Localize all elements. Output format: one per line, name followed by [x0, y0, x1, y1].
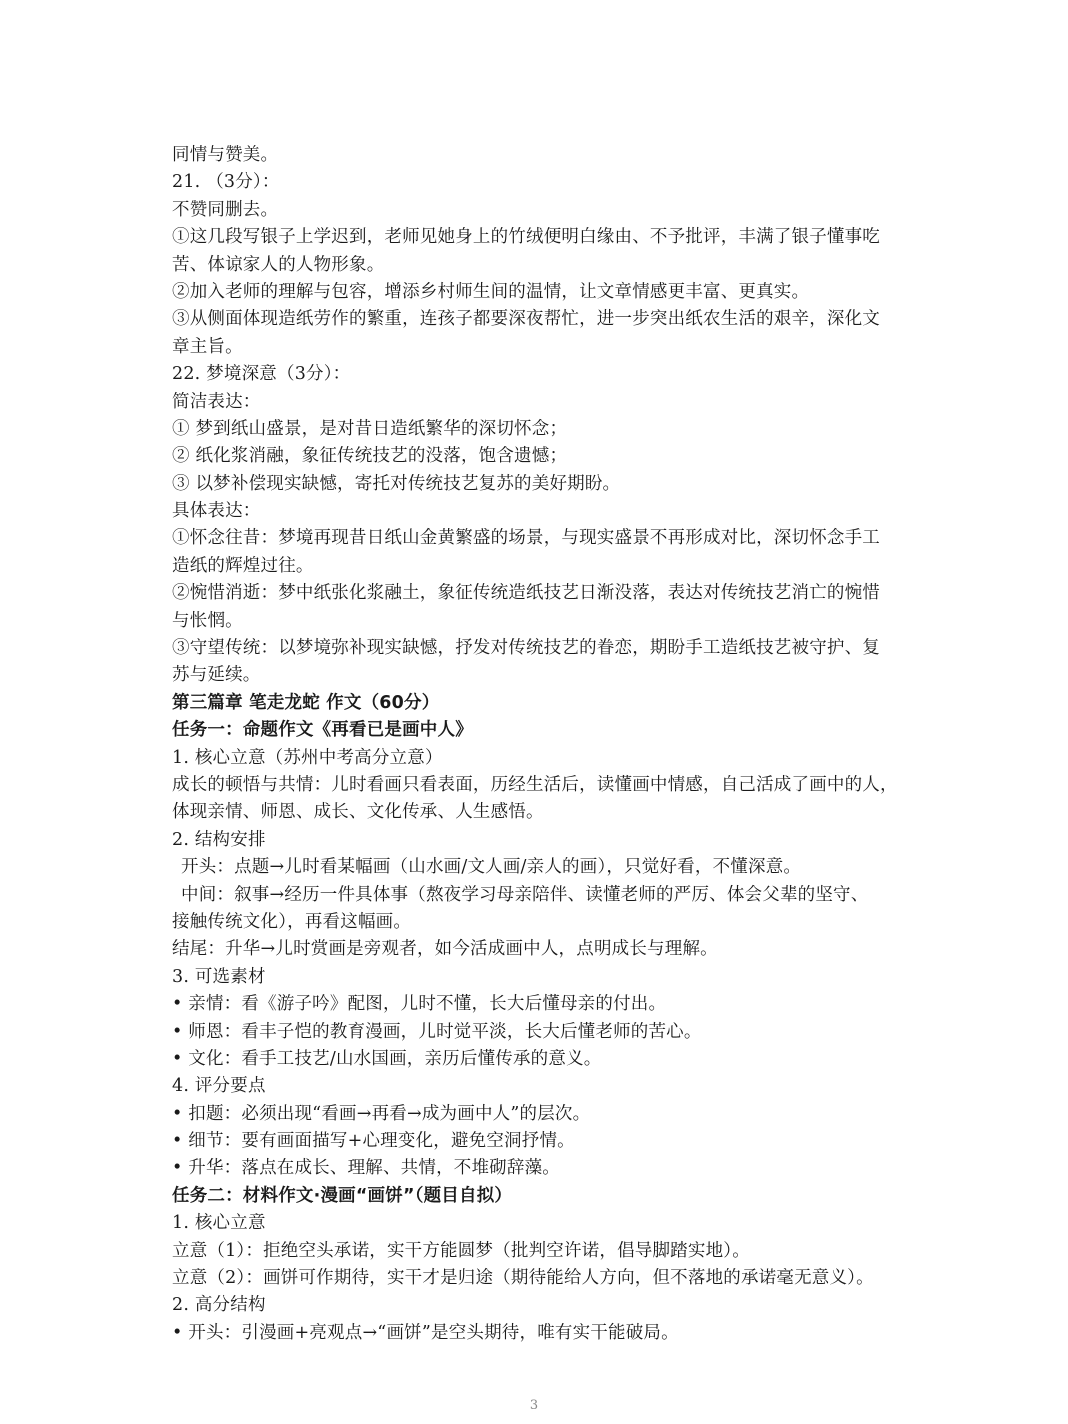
page-number: 3	[529, 1398, 539, 1413]
chapter-heading: 第三篇章 笔走龙蛇 作文（60分）	[172, 692, 440, 713]
text-line: 造纸的辉煌过往。	[172, 555, 314, 576]
text-line: 苏与延续。	[172, 665, 261, 686]
text-line: 章主旨。	[172, 336, 243, 357]
text-line: 立意（2）：画饼可作期待，实干才是归途（期待能给人方向，但不落地的承诺毫无意义）。	[172, 1268, 874, 1289]
section-heading: 1. 核心立意（苏州中考高分立意）	[172, 747, 443, 768]
text-line: ②惋惜消逝：梦中纸张化浆融土，象征传统造纸技艺日渐没落，表达对传统技艺消亡的惋惜	[172, 583, 880, 604]
text-line: 开头：点题→儿时看某幅画（山水画/文人画/亲人的画），只觉好看，不懂深意。	[181, 857, 802, 878]
text-line: ① 梦到纸山盛景，是对昔日造纸繁华的深切怀念；	[172, 418, 568, 439]
section-heading: 2. 高分结构	[172, 1295, 266, 1316]
text-line: ③ 以梦补偿现实缺憾，寄托对传统技艺复苏的美好期盼。	[172, 473, 621, 494]
text-line: ③从侧面体现造纸劳作的繁重，连孩子都要深夜帮忙，进一步突出纸农生活的艰辛，深化文	[172, 309, 880, 330]
text-line: ②加入老师的理解与包容，增添乡村师生间的温情，让文章情感更丰富、更真实。	[172, 281, 810, 302]
text-line: 立意（1）：拒绝空头承诺，实干方能圆梦（批判空许诺，倡导脚踏实地）。	[172, 1240, 750, 1261]
text-line: 苦、体谅家人的人物形象。	[172, 254, 385, 275]
section-heading: 1. 核心立意	[172, 1213, 266, 1234]
text-line: 体现亲情、师恩、成长、文化传承、人生感悟。	[172, 802, 544, 823]
text-line: 中间：叙事→经历一件具体事（熬夜学习母亲陪伴、读懂老师的严厉、体会父辈的坚守、	[181, 884, 869, 905]
bullet-item: • 扣题：必须出现“看画→再看→成为画中人”的层次。	[172, 1103, 591, 1124]
section-heading: 2. 结构安排	[172, 829, 266, 850]
text-line: 接触传统文化），再看这幅画。	[172, 911, 412, 932]
text-line: 结尾：升华→儿时赏画是旁观者，如今活成画中人，点明成长与理解。	[172, 939, 718, 960]
bullet-item: • 亲情：看《游子吟》配图，儿时不懂，长大后懂母亲的付出。	[172, 994, 667, 1015]
task-heading: 任务一：命题作文《再看已是画中人》	[172, 720, 473, 741]
text-line: ①怀念往昔：梦境再现昔日纸山金黄繁盛的场景，与现实盛景不再形成对比，深切怀念手工	[172, 528, 880, 549]
document-body	[172, 142, 932, 1347]
text-line: 不赞同删去。	[172, 199, 279, 220]
text-line: 同情与赞美。	[172, 145, 279, 165]
text-line: ①这几段写银子上学迟到，老师见她身上的竹绒便明白缘由、不予批评，丰满了银子懂事吃	[172, 227, 880, 248]
bullet-item: • 升华：落点在成长、理解、共情，不堆砌辞藻。	[172, 1158, 560, 1179]
text-line: ③守望传统：以梦境弥补现实缺憾，抒发对传统技艺的眷恋，期盼手工造纸技艺被守护、复	[172, 638, 880, 659]
section-heading: 3. 可选素材	[172, 966, 266, 987]
task-heading: 任务二：材料作文·漫画“画饼”（题目自拟）	[172, 1185, 513, 1206]
question-heading: 22. 梦境深意（3分）：	[172, 364, 351, 385]
text-line: 具体表达：	[172, 501, 261, 522]
bullet-item: • 师恩：看丰子恺的教育漫画，儿时觉平淡，长大后懂老师的苦心。	[172, 1021, 702, 1042]
bullet-item: • 开头：引漫画+亮观点→“画饼”是空头期待，唯有实干能破局。	[172, 1322, 679, 1343]
text-line: 成长的顿悟与共情：儿时看画只看表面，历经生活后，读懂画中情感，自己活成了画中的人，	[172, 774, 898, 795]
section-heading: 4. 评分要点	[172, 1076, 266, 1097]
question-heading: 21. （3分）：	[172, 172, 280, 193]
text-line: ② 纸化浆消融，象征传统技艺的没落，饱含遗憾；	[172, 446, 568, 467]
text-line: 与怅惘。	[172, 610, 243, 631]
bullet-item: • 文化：看手工技艺/山水国画，亲历后懂传承的意义。	[172, 1048, 602, 1069]
bullet-item: • 细节：要有画面描写+心理变化，避免空洞抒情。	[172, 1131, 575, 1152]
text-line: 简洁表达：	[172, 391, 261, 412]
